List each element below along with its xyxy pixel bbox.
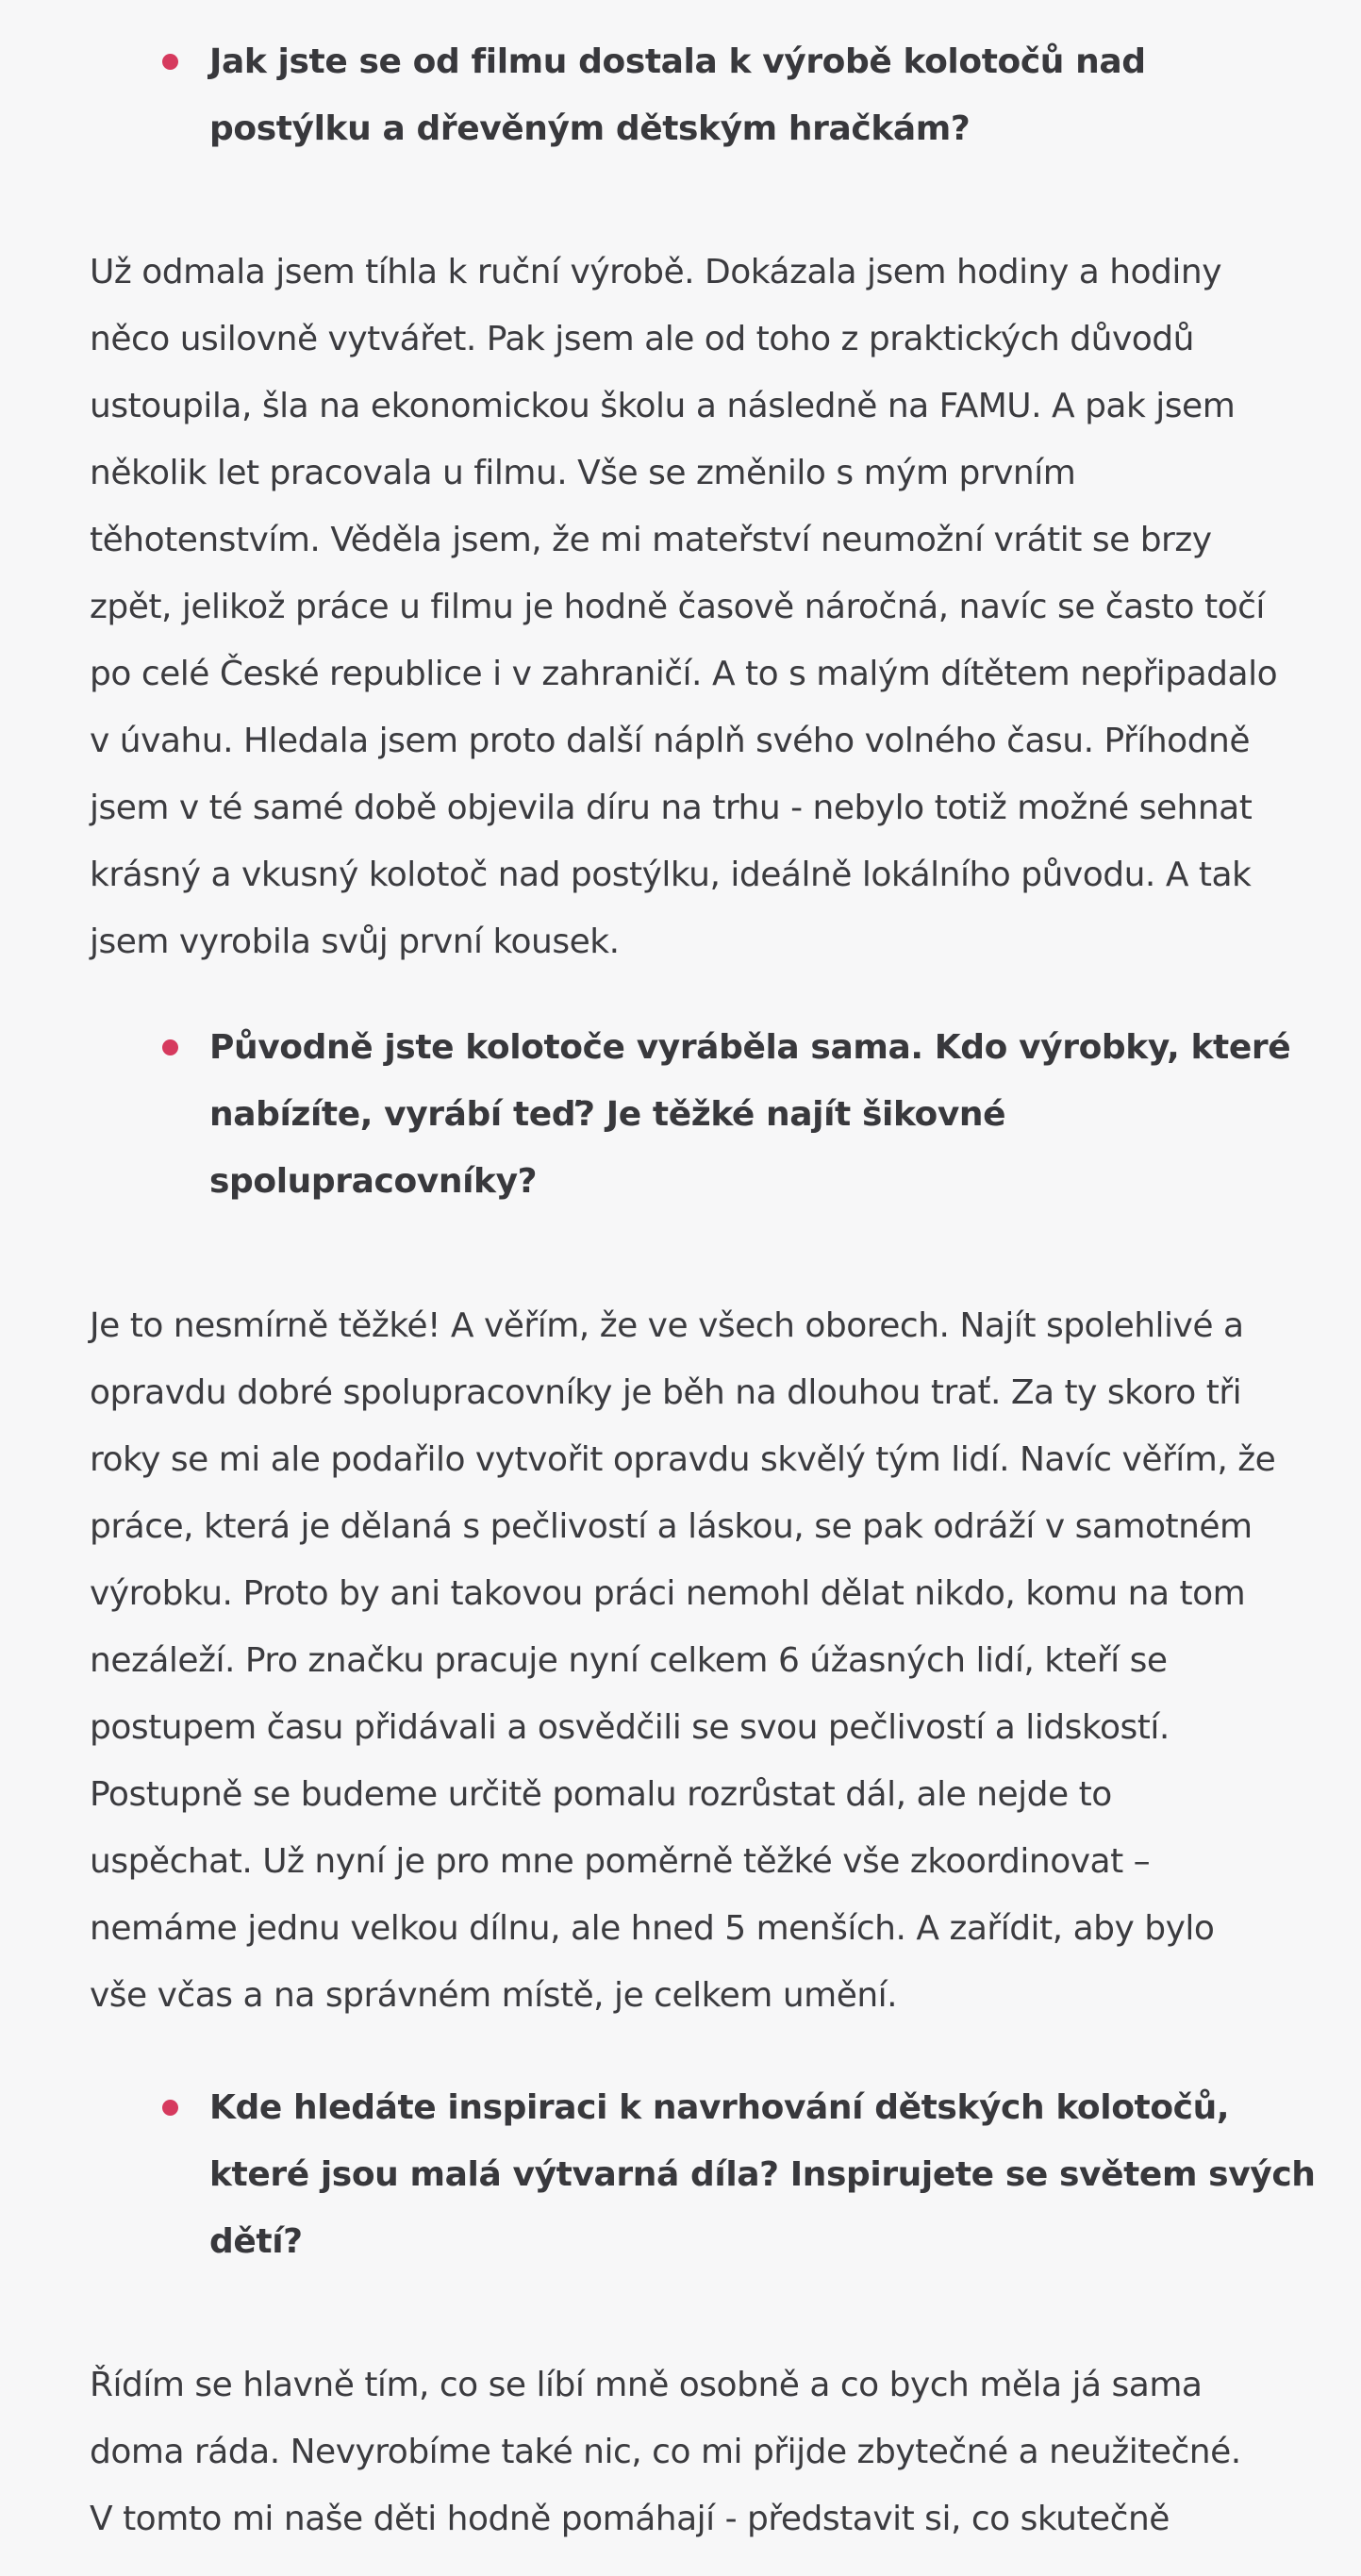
answer-line: uspěchat. Už nyní je pro mne poměrně těžké vše zkoordinovat – xyxy=(90,1842,1151,1881)
answer-line: práce, která je dělaná s pečlivostí a láskou, se pak odráží v samotném xyxy=(90,1507,1253,1546)
answer-line: Už odmala jsem tíhla k ruční výrobě. Dokázala jsem hodiny a hodiny xyxy=(90,253,1222,291)
bullet-icon xyxy=(162,1039,178,1055)
question-line: Původně jste kolotoče vyráběla sama. Kdo výrobky, které xyxy=(209,1028,1291,1067)
answer-line: roky se mi ale podařilo vytvořit opravdu skvělý tým lidí. Navíc věřím, že xyxy=(90,1440,1276,1479)
answer-line: jsem v té samé době objevila díru na trhu - nebylo totiž možné sehnat xyxy=(90,789,1253,827)
answer-line: vše včas a na správném místě, je celkem umění. xyxy=(90,1976,898,2015)
answer-2 xyxy=(90,1292,1276,2029)
answer-line: V tomto mi naše děti hodně pomáhají - představit si, co skutečně xyxy=(90,2500,1170,2538)
question-2 xyxy=(209,1014,1291,1215)
answer-line: nemáme jednu velkou dílnu, ale hned 5 menších. A zařídit, aby bylo xyxy=(90,1909,1215,1948)
answer-line: těhotenstvím. Věděla jsem, že mi mateřství neumožní vrátit se brzy xyxy=(90,521,1212,559)
answer-line: několik let pracovala u filmu. Vše se změnilo s mým prvním xyxy=(90,454,1076,492)
bullet-icon xyxy=(162,54,178,70)
question-1 xyxy=(209,28,1190,162)
answer-line: něco usilovně vytvářet. Pak jsem ale od toho z praktických důvodů xyxy=(90,320,1194,358)
answer-line: doma ráda. Nevyrobíme také nic, co mi přijde zbytečné a neužitečné. xyxy=(90,2433,1241,2471)
question-line: Jak jste se od filmu dostala k výrobě kolotočů nad xyxy=(209,42,1146,81)
answer-line: nezáleží. Pro značku pracuje nyní celkem 6 úžasných lidí, kteří se xyxy=(90,1641,1168,1680)
question-line: nabízíte, vyrábí teď? Je těžké najít šikovné xyxy=(209,1095,1006,1134)
answer-line: postupem času přidávali a osvědčili se svou pečlivostí a lidskostí. xyxy=(90,1708,1170,1747)
answer-line: Je to nesmírně těžké! A věřím, že ve všech oborech. Najít spolehlivé a xyxy=(90,1306,1244,1345)
answer-line: ustoupila, šla na ekonomickou školu a následně na FAMU. A pak jsem xyxy=(90,387,1236,425)
question-line: spolupracovníky? xyxy=(209,1162,538,1201)
question-line: postýlku a dřevěným dětským hračkám? xyxy=(209,109,971,148)
question-line: Kde hledáte inspiraci k navrhování dětských kolotočů, xyxy=(209,2088,1230,2127)
answer-line: výrobku. Proto by ani takovou práci nemohl dělat nikdo, komu na tom xyxy=(90,1574,1246,1613)
answer-3 xyxy=(90,2352,1254,2552)
answer-line: krásný a vkusný kolotoč nad postýlku, ideálně lokálního původu. A tak xyxy=(90,856,1252,894)
answer-line: jsem vyrobila svůj první kousek. xyxy=(90,922,620,961)
question-line: které jsou malá výtvarná díla? Inspirujete se světem svých xyxy=(209,2155,1316,2194)
bullet-icon xyxy=(162,2100,178,2116)
question-3 xyxy=(209,2074,1316,2275)
answer-line: v úvahu. Hledala jsem proto další náplň svého volného času. Příhodně xyxy=(90,722,1251,760)
answer-1 xyxy=(90,239,1278,975)
question-line: dětí? xyxy=(209,2222,303,2261)
answer-line: opravdu dobré spolupracovníky je běh na dlouhou trať. Za ty skoro tři xyxy=(90,1373,1242,1412)
answer-line: Řídím se hlavně tím, co se líbí mně osobně a co bych měla já sama xyxy=(90,2366,1203,2404)
answer-line: Postupně se budeme určitě pomalu rozrůstat dál, ale nejde to xyxy=(90,1775,1112,1814)
answer-line: zpět, jelikož práce u filmu je hodně časově náročná, navíc se často točí xyxy=(90,588,1265,626)
answer-line: po celé České republice i v zahraničí. A to s malým dítětem nepřipadalo xyxy=(90,655,1278,693)
